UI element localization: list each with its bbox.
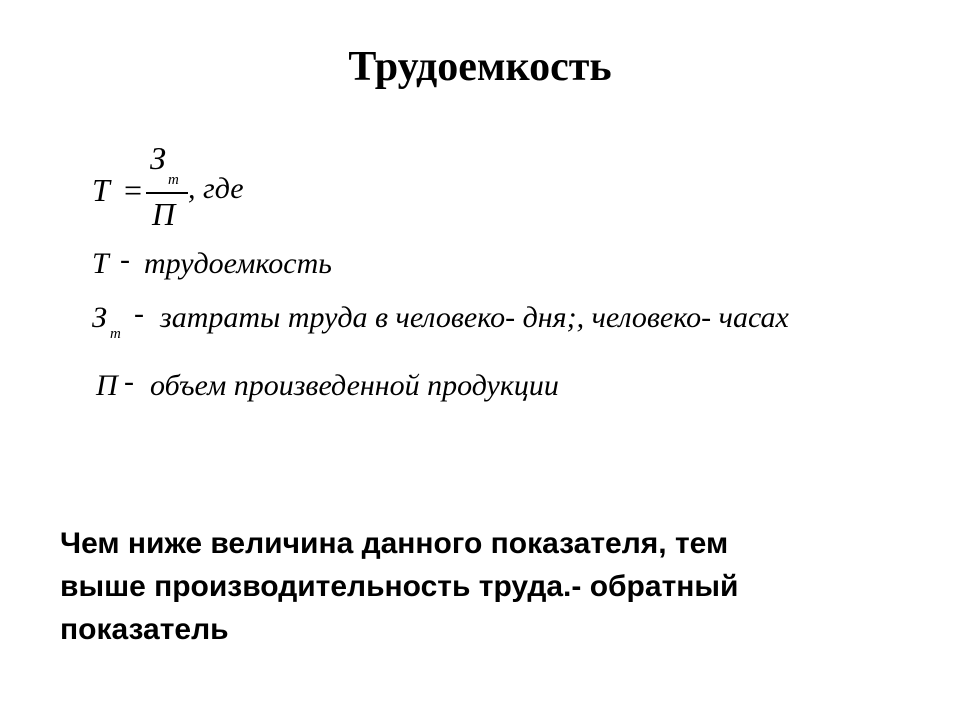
definition-symbol: Т — [92, 247, 109, 280]
definition-text: объем произведенной продукции — [150, 369, 559, 402]
definition-dash: - — [124, 365, 134, 398]
definition-symbol: П — [96, 369, 118, 402]
conclusion-paragraph — [60, 522, 900, 651]
formula-numerator: З — [150, 140, 166, 176]
definition-subscript: т — [110, 326, 121, 342]
conclusion-line: показатель — [60, 613, 229, 646]
definition-dash: - — [120, 243, 130, 276]
formula-lhs: Т — [92, 172, 110, 208]
definition-text: затраты труда в человеко- дня;, человеко- часах — [160, 301, 789, 334]
conclusion-line: Чем ниже величина данного показателя, тем — [60, 527, 729, 560]
fraction-bar — [146, 192, 188, 194]
page-title: Трудоемкость — [348, 44, 612, 90]
formula-numerator-subscript: т — [168, 172, 179, 188]
formula-equals: = — [124, 172, 143, 208]
definition-dash: - — [134, 297, 144, 330]
conclusion-line: выше производительность труда.- обратный — [60, 570, 739, 603]
definition-text: трудоемкость — [144, 247, 332, 280]
formula-suffix: , где — [188, 172, 244, 205]
formula-denominator: П — [152, 196, 176, 232]
definition-symbol: З — [92, 301, 107, 334]
